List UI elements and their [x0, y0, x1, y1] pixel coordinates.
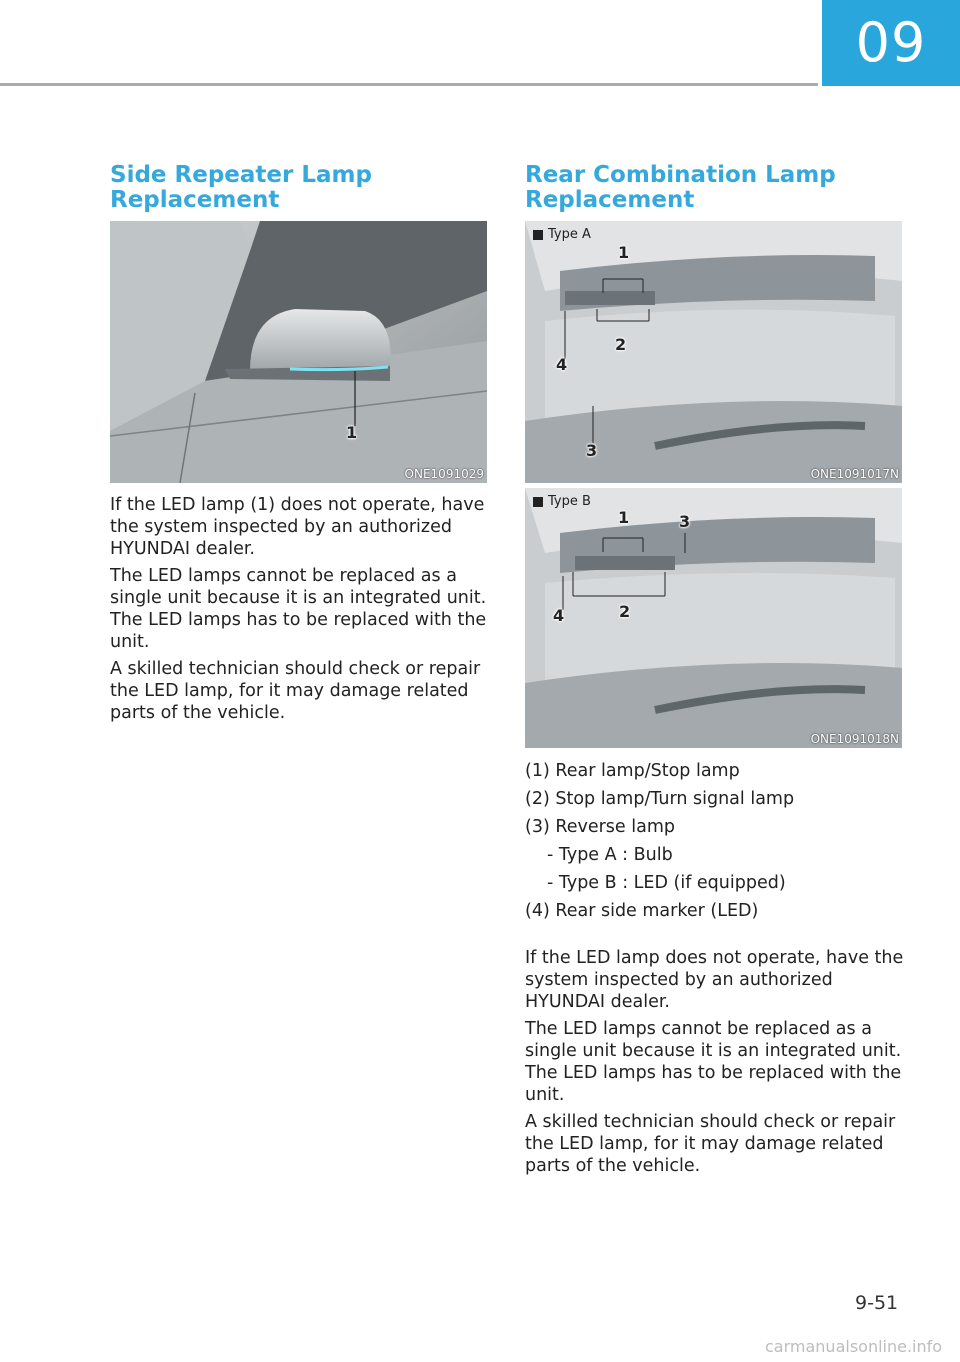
paragraph: If the LED lamp (1) does not operate, have the system inspected by an authorized HYUNDAI dealer. [110, 495, 485, 559]
callout-1: 1 [346, 423, 358, 442]
type-label-text: Type A [548, 227, 591, 242]
title-line: Replacement [525, 187, 695, 213]
chapter-tab: 09 [822, 0, 960, 86]
callout-4: 4 [553, 606, 565, 625]
list-item: (4) Rear side marker (LED) [525, 901, 759, 921]
title-line: Side Repeater Lamp [110, 162, 372, 188]
paragraph: If the LED lamp does not operate, have the system inspected by an authorized HYUNDAI dealer. [525, 948, 904, 1012]
callout-2: 2 [615, 335, 627, 354]
section-title-side-repeater [110, 163, 372, 213]
callout-4: 4 [556, 355, 568, 374]
callout-3: 3 [679, 512, 691, 531]
list-item: (2) Stop lamp/Turn signal lamp [525, 789, 795, 809]
callout-1: 1 [618, 508, 630, 527]
title-line: Replacement [110, 187, 280, 213]
figure-code: ONE1091029 [404, 467, 484, 481]
paragraph: A skilled technician should check or repair the LED lamp, for it may damage related parts of the vehicle. [525, 1112, 896, 1176]
rear-lamp-figure-type-b [525, 488, 902, 748]
list-subitem: - Type B : LED (if equipped) [547, 873, 786, 893]
title-line: Rear Combination Lamp [525, 162, 836, 188]
list-item: (1) Rear lamp/Stop lamp [525, 761, 740, 781]
side-mirror-figure [110, 221, 487, 483]
side-mirror-illustration [110, 221, 487, 483]
watermark: carmanualsonline.info [765, 1337, 943, 1356]
list-item: (3) Reverse lamp [525, 817, 675, 837]
type-b-label [533, 494, 591, 509]
list-subitem: - Type A : Bulb [547, 845, 673, 865]
paragraph: The LED lamps cannot be replaced as a single unit because it is an integrated unit. The LED lamps has to be replaced with the unit. [110, 566, 487, 652]
figure-code: ONE1091018N [810, 732, 899, 746]
paragraph: The LED lamps cannot be replaced as a single unit because it is an integrated unit. The LED lamps has to be replaced with the unit. [525, 1019, 902, 1105]
figure-code: ONE1091017N [810, 467, 899, 481]
square-bullet-icon [533, 230, 543, 240]
lamp-legend-list [525, 757, 794, 925]
square-bullet-icon [533, 497, 543, 507]
section-title-rear-combination [525, 163, 836, 213]
rear-lamp-illustration-b [525, 488, 902, 748]
callout-2: 2 [619, 602, 631, 621]
page-number: 9-51 [855, 1292, 899, 1314]
callout-3: 3 [586, 441, 598, 460]
type-a-label [533, 227, 591, 242]
type-label-text: Type B [548, 494, 591, 509]
callout-1: 1 [618, 243, 630, 262]
rear-lamp-figure-type-a [525, 221, 902, 483]
paragraph: A skilled technician should check or repair the LED lamp, for it may damage related parts of the vehicle. [110, 659, 481, 723]
header-rule [0, 83, 818, 86]
rear-lamp-illustration-a [525, 221, 902, 483]
